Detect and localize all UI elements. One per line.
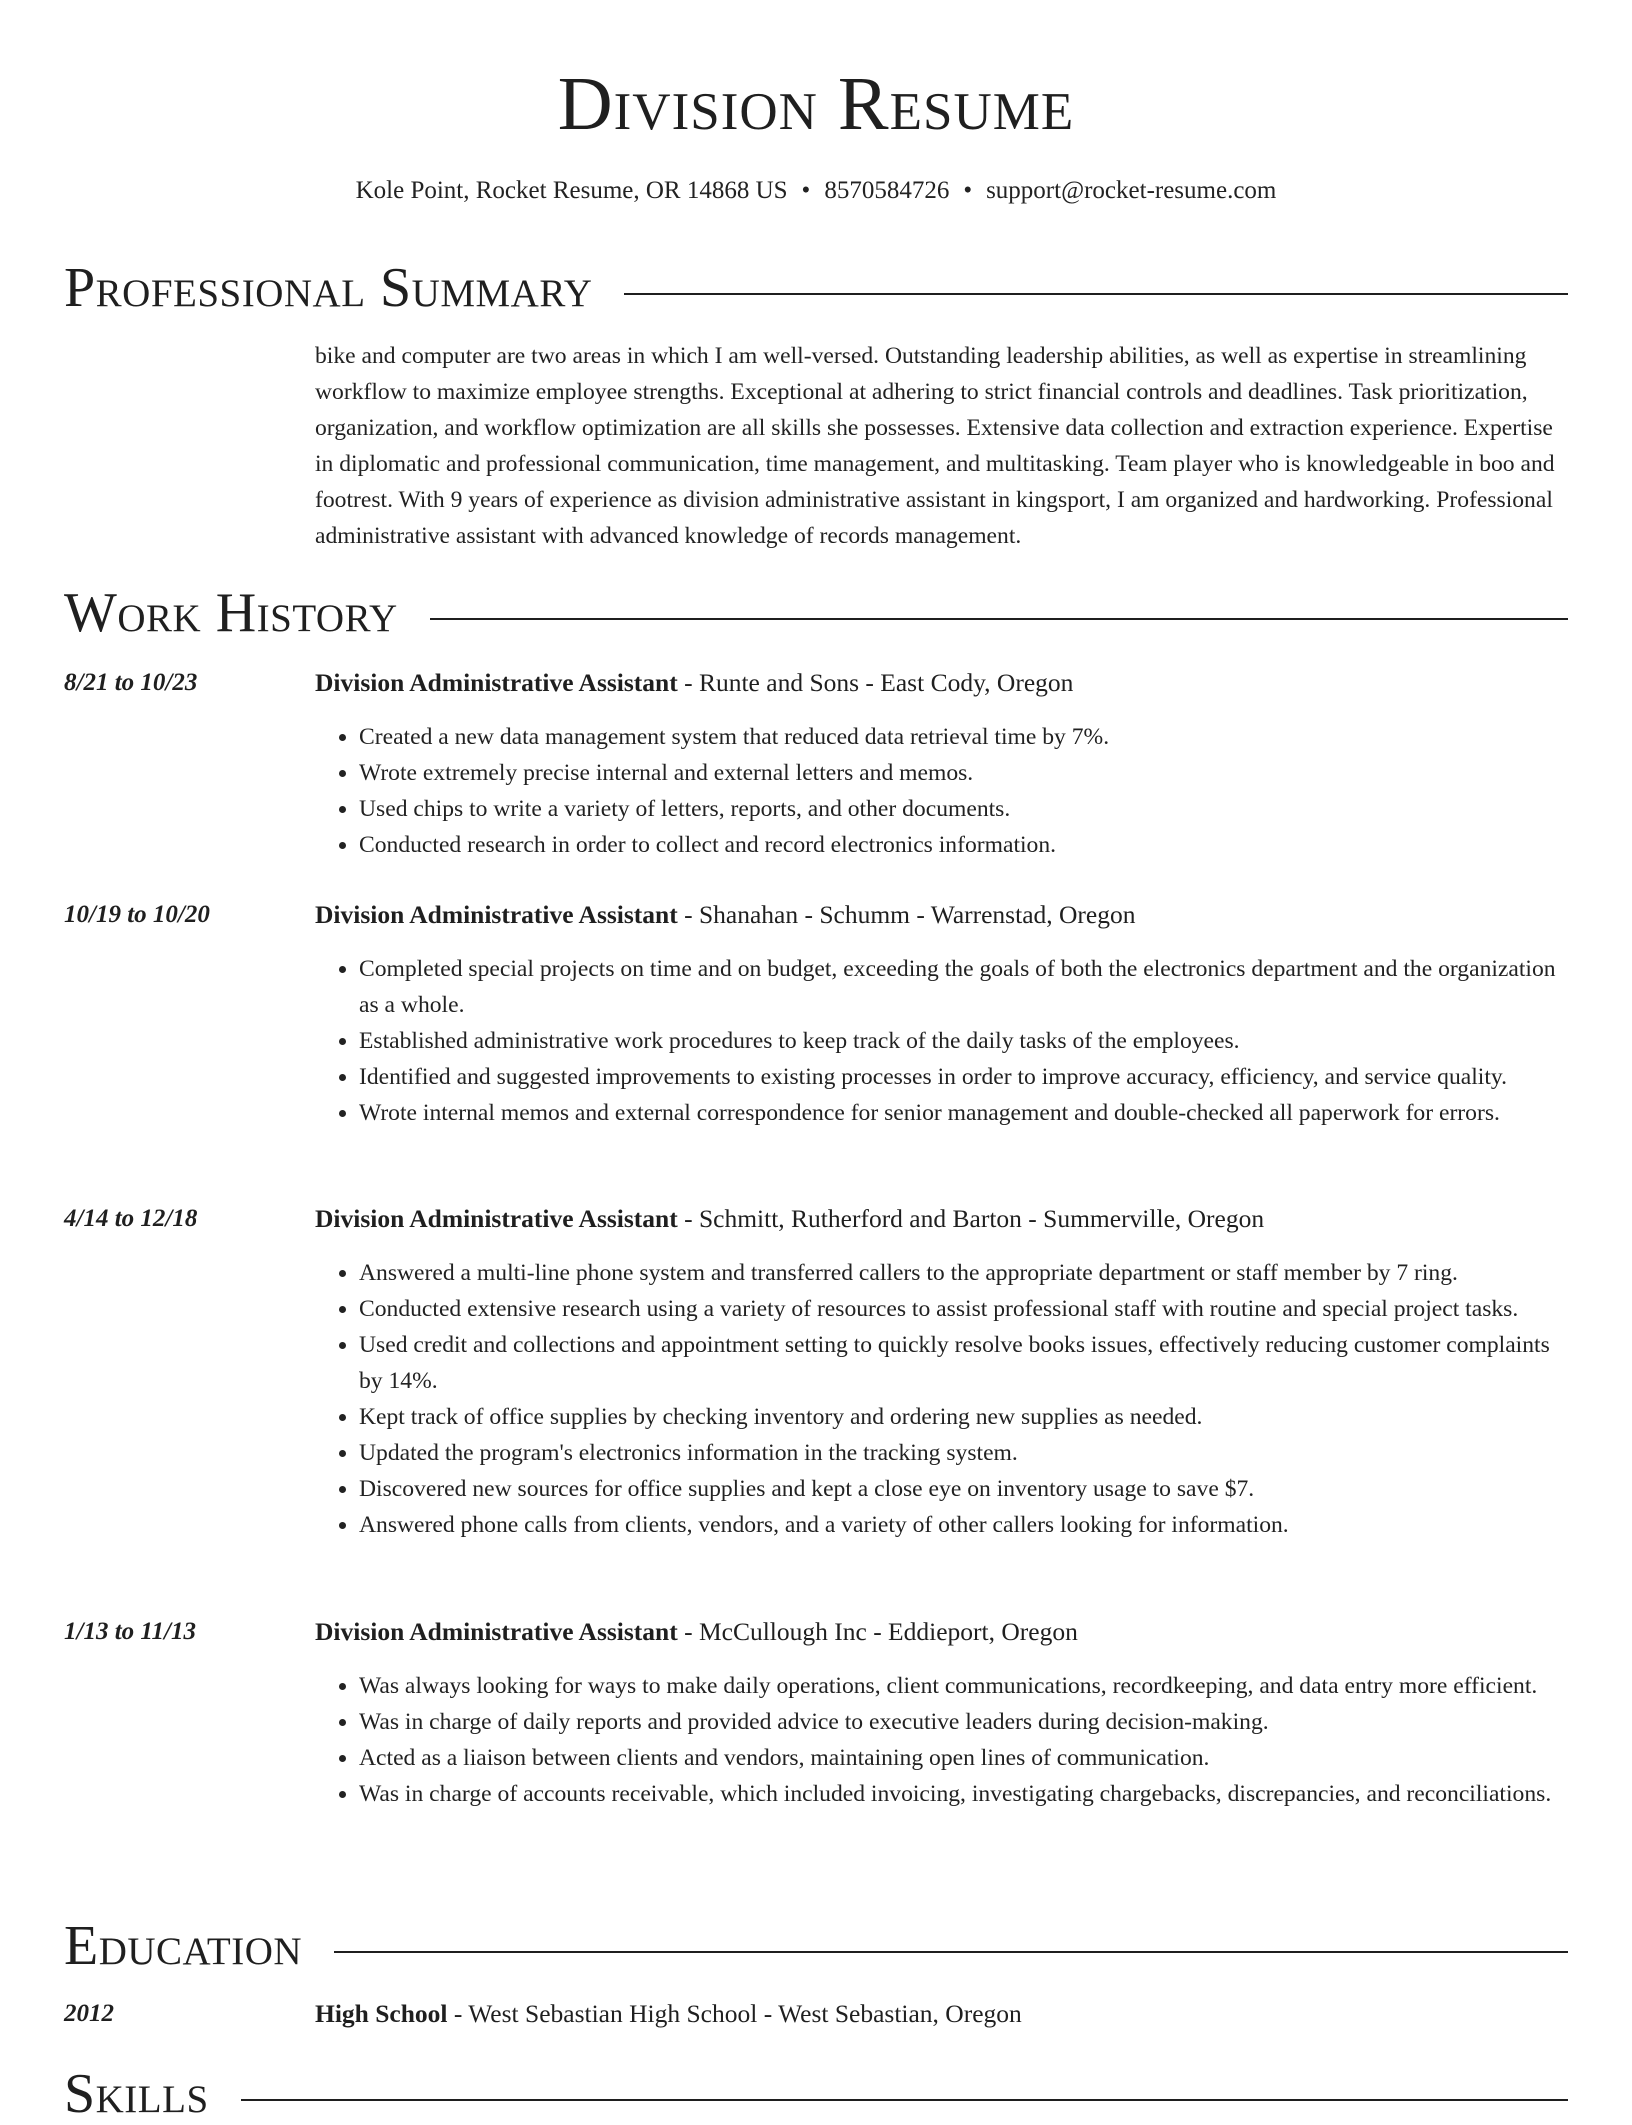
separator-dot: •	[963, 177, 973, 204]
section-education	[64, 1916, 1568, 1976]
list-item: • Identified and suggested improvements to existing processes in order to improve accuracy, efficiency, and service quality.	[359, 1059, 1568, 1095]
job-entry	[64, 1201, 1568, 1543]
job-bullets	[315, 1255, 1568, 1543]
job-entry	[64, 665, 1568, 863]
section-divider	[334, 1951, 1568, 1953]
list-item: • Kept track of office supplies by checking inventory and ordering new supplies as needed.	[359, 1399, 1568, 1435]
job-heading	[315, 1614, 1568, 1650]
list-item: • Established administrative work procedures to keep track of the daily tasks of the employees.	[359, 1023, 1568, 1059]
education-date: 2012	[64, 2000, 114, 2027]
section-divider	[241, 2099, 1568, 2101]
job-heading	[315, 1201, 1568, 1237]
job-bullets	[315, 719, 1568, 863]
job-date: 8/21 to 10/23	[64, 669, 198, 696]
list-item: • Completed special projects on time and on budget, exceeding the goals of both the electronics department and the organization as a whole.	[359, 951, 1568, 1023]
list-item: • Was in charge of accounts receivable, which included invoicing, investigating chargebacks, discrepancies, and reconciliations.	[359, 1776, 1568, 1812]
job-details: - Schmitt, Rutherford and Barton - Summerville, Oregon	[677, 1204, 1265, 1233]
address: Kole Point, Rocket Resume, OR 14868 US	[355, 177, 788, 204]
job-details: - Runte and Sons - East Cody, Oregon	[677, 668, 1074, 697]
email-link[interactable]: support@rocket-resume.com	[986, 177, 1277, 204]
job-date: 4/14 to 12/18	[64, 1205, 198, 1232]
phone: 8570584726	[824, 177, 950, 204]
job-entry	[64, 1614, 1568, 1812]
list-item: • Used credit and collections and appointment setting to quickly resolve books issues, effectively reducing customer complaints by 14%.	[359, 1327, 1568, 1399]
education-degree: High School	[315, 1999, 448, 2028]
education-entry	[64, 1996, 1568, 2032]
list-item: • Answered a multi-line phone system and transferred callers to the appropriate department or staff member by 7 ring.	[359, 1255, 1568, 1291]
job-details: - Shanahan - Schumm - Warrenstad, Oregon	[677, 900, 1136, 929]
job-title: Division Administrative Assistant	[315, 1204, 678, 1233]
job-title: Division Administrative Assistant	[315, 900, 678, 929]
job-details: - McCullough Inc - Eddieport, Oregon	[677, 1617, 1078, 1646]
section-professional-summary	[64, 258, 1568, 318]
list-item: • Created a new data management system that reduced data retrieval time by 7%.	[359, 719, 1568, 755]
list-item: • Used chips to write a variety of letters, reports, and other documents.	[359, 791, 1568, 827]
section-title: Education	[64, 1915, 303, 1977]
list-item: • Was in charge of daily reports and provided advice to executive leaders during decision-making.	[359, 1704, 1568, 1740]
list-item: • Wrote extremely precise internal and external letters and memos.	[359, 755, 1568, 791]
section-work-history	[64, 583, 1568, 643]
job-date: 1/13 to 11/13	[64, 1618, 196, 1645]
section-title: Work History	[64, 582, 398, 644]
list-item: • Conducted research in order to collect and record electronics information.	[359, 827, 1568, 863]
job-heading	[315, 897, 1568, 933]
section-title: Professional Summary	[64, 257, 593, 319]
job-heading	[315, 665, 1568, 701]
list-item: • Conducted extensive research using a variety of resources to assist professional staff with routine and special project tasks.	[359, 1291, 1568, 1327]
list-item: • Wrote internal memos and external correspondence for senior management and double-checked all paperwork for errors.	[359, 1095, 1568, 1131]
summary-text: bike and computer are two areas in which I am well-versed. Outstanding leadership abilities, as well as expertise in streamlining workflow to maximize employee strengths. Exceptional at adhering to strict financial controls and deadlines. Task prioritization, organization, and workflow optimization are all skills she possesses. Extensive data collection and extraction experience. Expertise in diplomatic and professional communication, time management, and multitasking. Team player who is knowledgeable in boo and footrest. With 9 years of experience as division administrative assistant in kingsport, I am organized and hardworking. Professional administrative assistant with advanced knowledge of records management.	[315, 343, 1555, 549]
job-date: 10/19 to 10/20	[64, 901, 210, 928]
list-item: • Updated the program's electronics information in the tracking system.	[359, 1435, 1568, 1471]
section-divider	[624, 293, 1568, 295]
list-item: • Was always looking for ways to make daily operations, client communications, recordkeeping, and data entry more efficient.	[359, 1668, 1568, 1704]
job-title: Division Administrative Assistant	[315, 668, 678, 697]
education-details: - West Sebastian High School - West Sebastian, Oregon	[447, 1999, 1022, 2028]
list-item: • Answered phone calls from clients, vendors, and a variety of other callers looking for information.	[359, 1507, 1568, 1543]
education-heading	[315, 1996, 1568, 2032]
separator-dot: •	[801, 177, 811, 204]
contact-line	[0, 174, 1632, 208]
resume-name: Division Resume	[557, 62, 1075, 146]
job-title: Division Administrative Assistant	[315, 1617, 678, 1646]
list-item: • Acted as a liaison between clients and vendors, maintaining open lines of communication.	[359, 1740, 1568, 1776]
job-bullets	[315, 951, 1568, 1131]
list-item: • Discovered new sources for office supplies and kept a close eye on inventory usage to save $7.	[359, 1471, 1568, 1507]
section-title: Skills	[64, 2063, 209, 2125]
job-entry	[64, 897, 1568, 1131]
section-skills	[64, 2064, 1568, 2124]
job-bullets	[315, 1668, 1568, 1812]
section-divider	[430, 618, 1568, 620]
